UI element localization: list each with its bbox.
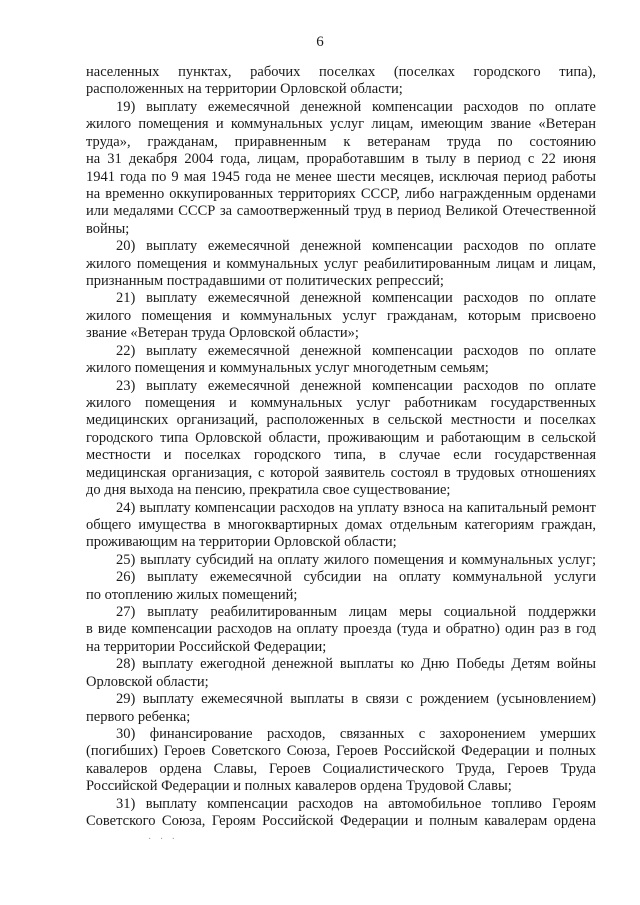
- text-line: на временно оккупированных территориях СССР, либо награжденным орденами: [86, 185, 596, 202]
- text-line: кавалеров ордена Славы, Героев Социалистического Труда, Героев Труда: [86, 760, 596, 777]
- text-line: 31) выплату компенсации расходов на автомобильное топливо Героям: [116, 795, 596, 812]
- text-line: до дня выхода на пенсию, прекратила свое существование;: [86, 482, 451, 499]
- text-line: жилого помещения и коммунальных услуг гражданам, которым присвоено: [86, 307, 596, 324]
- text-line: в виде компенсации расходов на оплату проезда (туда и обратно) один раз в год: [86, 621, 596, 638]
- text-line: населенных пунктах, рабочих поселках (поселках городского типа),: [86, 64, 596, 80]
- text-line: Орловской области;: [86, 673, 209, 690]
- text-line: городского типа Орловской области, проживающим и работающим в сельской: [86, 429, 596, 446]
- text-line: 19) выплату ежемесячной денежной компенсации расходов по оплате: [116, 98, 596, 115]
- text-line: 20) выплату ежемесячной денежной компенсации расходов по оплате: [116, 238, 596, 255]
- text-line: звание «Ветеран труда Орловской области»;: [86, 325, 359, 342]
- text-line: 28) выплату ежегодной денежной выплаты ко Дню Победы Детям войны: [116, 656, 596, 673]
- text-line: 24) выплату компенсации расходов на уплату взноса на капитальный ремонт: [116, 499, 596, 516]
- text-line: 26) выплату ежемесячной субсидии на оплату коммунальной услуги: [116, 569, 596, 586]
- scan-artifact: · · ·: [148, 834, 178, 845]
- text-line: на территории Российской Федерации;: [86, 638, 327, 655]
- text-line: войны;: [86, 220, 130, 237]
- text-line: общего имущества в многоквартирных домах отдельным категориям граждан,: [86, 516, 596, 533]
- text-line: на 31 декабря 2004 года, лицам, проработавшим в тылу в период с 22 июня: [86, 151, 596, 168]
- text-line: 21) выплату ежемесячной денежной компенсации расходов по оплате: [116, 290, 596, 307]
- text-line: по отоплению жилых помещений;: [86, 586, 298, 603]
- text-line: труда», гражданам, приравненным к ветеранам труда по состоянию: [86, 133, 596, 150]
- text-line: проживающим на территории Орловской области;: [86, 534, 397, 551]
- text-line: медицинских организаций, расположенных в сельской местности и поселках: [86, 412, 596, 429]
- text-line: первого ребенка;: [86, 708, 191, 725]
- text-line: жилого помещения и коммунальных услуг работникам государственных: [86, 394, 596, 411]
- text-line: медицинская организация, с которой заявитель состоял в трудовых отношениях: [86, 464, 596, 481]
- text-line: 22) выплату ежемесячной денежной компенсации расходов по оплате: [116, 342, 596, 359]
- text-line: 27) выплату реабилитированным лицам меры социальной поддержки: [116, 604, 596, 621]
- text-line: Российской Федерации и полных кавалеров ордена Трудовой Славы;: [86, 778, 512, 795]
- text-line: или медалями СССР за самоотверженный труд в период Великой Отечественной: [86, 203, 596, 220]
- text-line: 29) выплату ежемесячной выплаты в связи с рождением (усыновлением): [116, 691, 596, 708]
- text-line: 30) финансирование расходов, связанных с захоронением умерших: [116, 725, 596, 742]
- text-line: местности и поселках городского типа, в случае если государственная: [86, 447, 596, 464]
- text-line: 25) выплату субсидий на оплату жилого помещения и коммунальных услуг;: [116, 551, 596, 568]
- page-number: 6: [316, 34, 324, 50]
- text-line: 1941 года по 9 мая 1945 года не менее шести месяцев, исключая период работы: [86, 168, 596, 185]
- text-line: Советского Союза, Героям Российской Федерации и полным кавалерам ордена: [86, 813, 596, 830]
- text-line: жилого помещения и коммунальных услуг многодетным семьям;: [86, 360, 489, 377]
- text-line: жилого помещения и коммунальных услуг лицам, имеющим звание «Ветеран: [86, 116, 596, 133]
- text-line: жилого помещения и коммунальных услуг реабилитированным лицам и лицам,: [86, 255, 596, 272]
- text-line: 23) выплату ежемесячной денежной компенсации расходов по оплате: [116, 377, 596, 394]
- text-line: (погибших) Героев Советского Союза, Героев Российской Федерации и полных: [86, 743, 596, 760]
- text-line: признанным пострадавшими от политических репрессий;: [86, 273, 444, 290]
- text-line: расположенных на территории Орловской области;: [86, 81, 403, 98]
